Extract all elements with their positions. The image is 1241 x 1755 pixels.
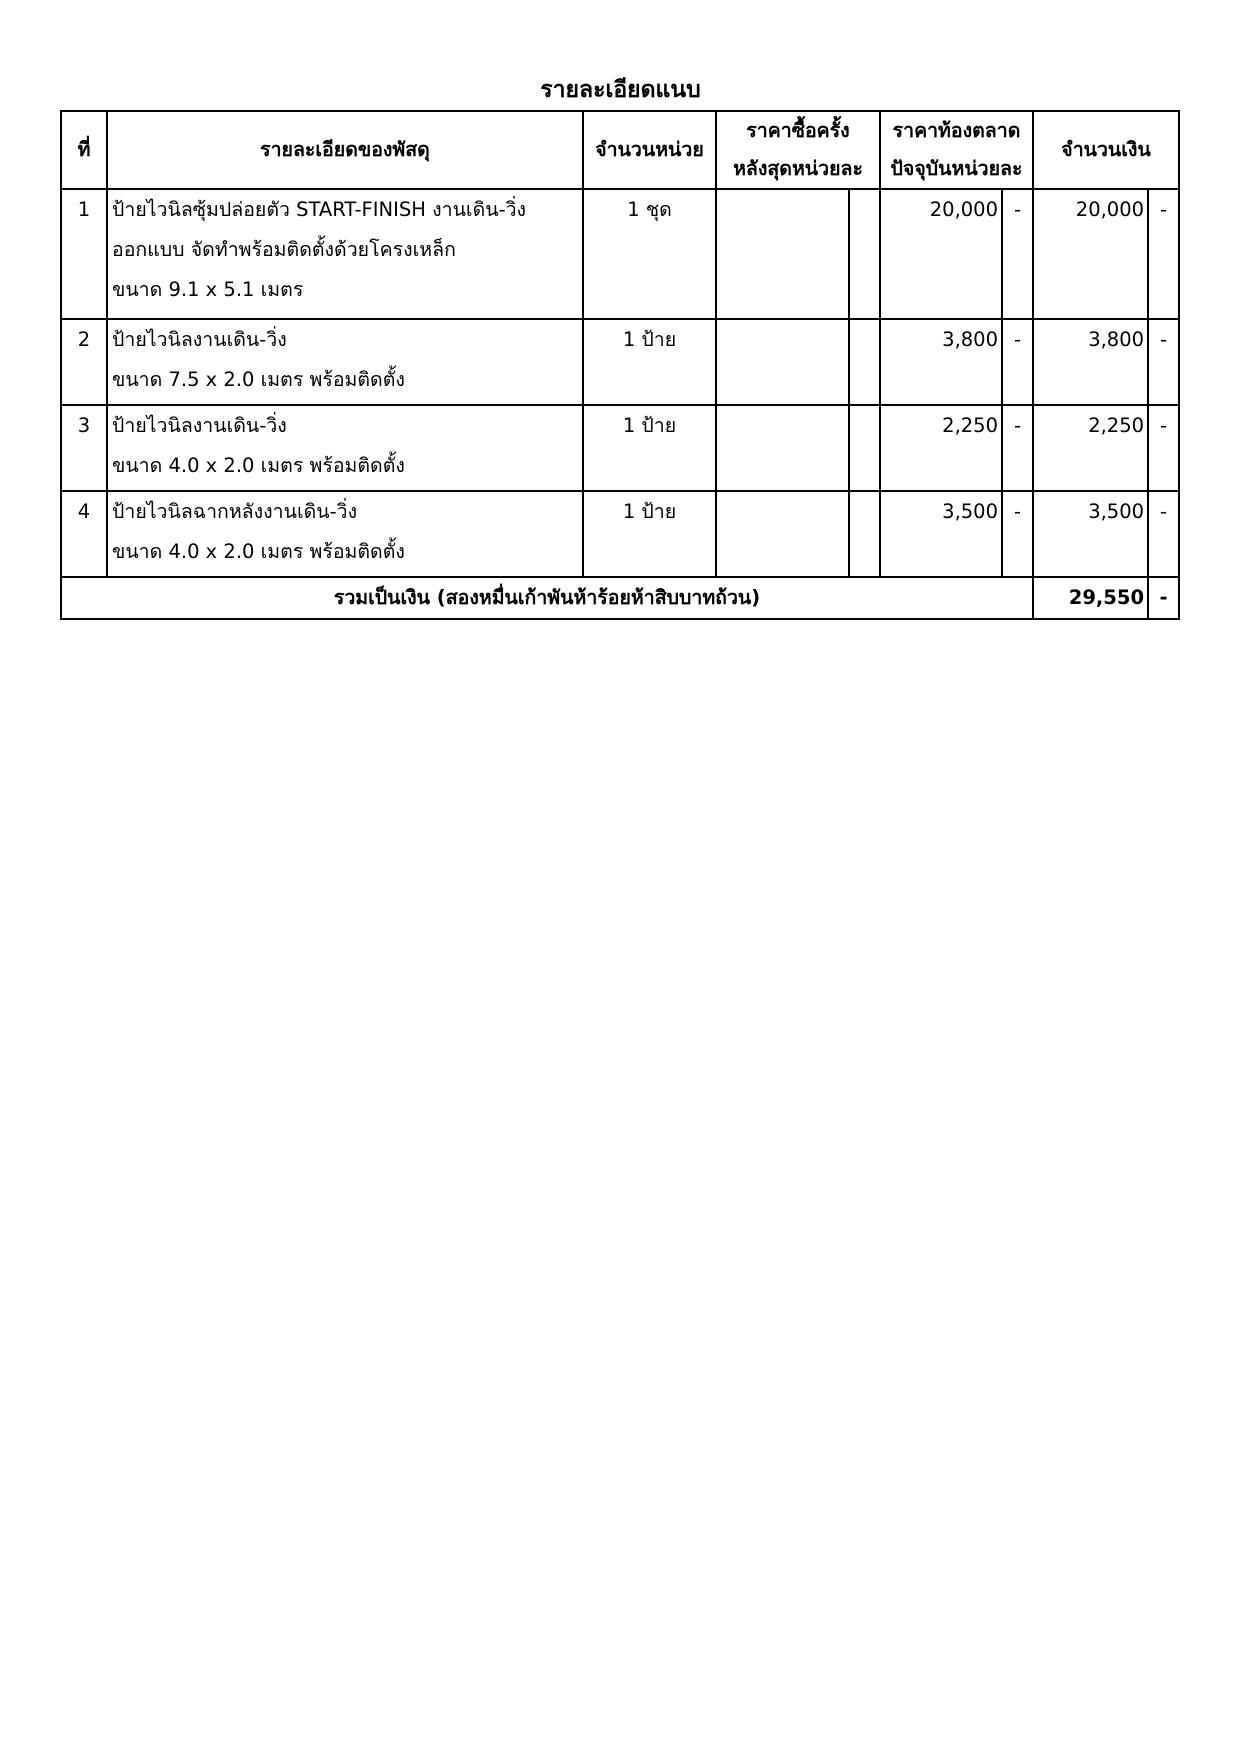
- row-quantity: 1 ชุด: [583, 189, 716, 319]
- row-amount: 3,800: [1033, 319, 1148, 405]
- table-row: [61, 405, 1179, 491]
- row-number: 1: [61, 189, 107, 319]
- header-quantity: จำนวนหน่วย: [583, 111, 716, 189]
- description-line: ออกแบบ จัดทำพร้อมติดตั้งด้วยโครงเหล็ก: [112, 238, 456, 261]
- row-unit-price: 3,500: [880, 491, 1002, 577]
- row-unit-price: 3,800: [880, 319, 1002, 405]
- description-line: ขนาด 4.0 x 2.0 เมตร พร้อมติดตั้ง: [112, 454, 405, 477]
- total-row: [61, 577, 1179, 619]
- total-label: รวมเป็นเงิน (สองหมื่นเก้าพันห้าร้อยห้าสิบบาทถ้วน): [61, 577, 1033, 619]
- description-line: ขนาด 7.5 x 2.0 เมตร พร้อมติดตั้ง: [112, 368, 405, 391]
- row-last-price: [716, 319, 849, 405]
- description-line: ขนาด 9.1 x 5.1 เมตร: [112, 278, 304, 301]
- header-amount: จำนวนเงิน: [1033, 111, 1179, 189]
- header-last-purchase-price-line1: ราคาซื้อครั้ง: [746, 119, 850, 142]
- row-amount-decimal: -: [1148, 491, 1179, 577]
- table-row: [61, 189, 1179, 319]
- description-line: ขนาด 4.0 x 2.0 เมตร พร้อมติดตั้ง: [112, 540, 405, 563]
- description-line: ป้ายไวนิลฉากหลังงานเดิน-วิ่ง: [112, 500, 358, 523]
- row-description: [107, 319, 583, 405]
- header-market-price-line1: ราคาท้องตลาด: [892, 119, 1021, 142]
- header-last-purchase-price-line2: หลังสุดหน่วยละ: [733, 157, 863, 180]
- row-unit-price: 2,250: [880, 405, 1002, 491]
- header-market-price: [880, 111, 1033, 189]
- description-line: ป้ายไวนิลซุ้มปล่อยตัว START-FINISH งานเดิน-วิ่ง: [112, 198, 527, 221]
- row-amount: 2,250: [1033, 405, 1148, 491]
- document-title: รายละเอียดแนบ: [540, 77, 701, 103]
- row-number: 3: [61, 405, 107, 491]
- row-unit-price-decimal: -: [1002, 189, 1033, 319]
- row-unit-price: 20,000: [880, 189, 1002, 319]
- row-amount-decimal: -: [1148, 319, 1179, 405]
- table-row: [61, 319, 1179, 405]
- row-number: 4: [61, 491, 107, 577]
- header-no: ที่: [61, 111, 107, 189]
- row-unit-price-decimal: -: [1002, 405, 1033, 491]
- row-last-price-decimal: [849, 491, 880, 577]
- table-row: [61, 491, 1179, 577]
- row-description: [107, 189, 583, 319]
- row-last-price-decimal: [849, 319, 880, 405]
- header-market-price-line2: ปัจจุบันหน่วยละ: [890, 157, 1023, 180]
- table-header-row: [61, 111, 1179, 189]
- row-quantity: 1 ป้าย: [583, 319, 716, 405]
- row-amount-decimal: -: [1148, 405, 1179, 491]
- row-amount-decimal: -: [1148, 189, 1179, 319]
- row-quantity: 1 ป้าย: [583, 491, 716, 577]
- row-last-price: [716, 405, 849, 491]
- row-description: [107, 491, 583, 577]
- items-table: [60, 110, 1180, 620]
- row-amount: 20,000: [1033, 189, 1148, 319]
- row-last-price: [716, 189, 849, 319]
- row-unit-price-decimal: -: [1002, 319, 1033, 405]
- header-description: รายละเอียดของพัสดุ: [107, 111, 583, 189]
- row-description: [107, 405, 583, 491]
- row-last-price-decimal: [849, 189, 880, 319]
- header-last-purchase-price: [716, 111, 880, 189]
- total-amount: 29,550: [1033, 577, 1148, 619]
- row-amount: 3,500: [1033, 491, 1148, 577]
- description-line: ป้ายไวนิลงานเดิน-วิ่ง: [112, 328, 287, 351]
- row-last-price: [716, 491, 849, 577]
- total-amount-decimal: -: [1148, 577, 1179, 619]
- row-unit-price-decimal: -: [1002, 491, 1033, 577]
- description-line: ป้ายไวนิลงานเดิน-วิ่ง: [112, 414, 287, 437]
- row-last-price-decimal: [849, 405, 880, 491]
- row-number: 2: [61, 319, 107, 405]
- row-quantity: 1 ป้าย: [583, 405, 716, 491]
